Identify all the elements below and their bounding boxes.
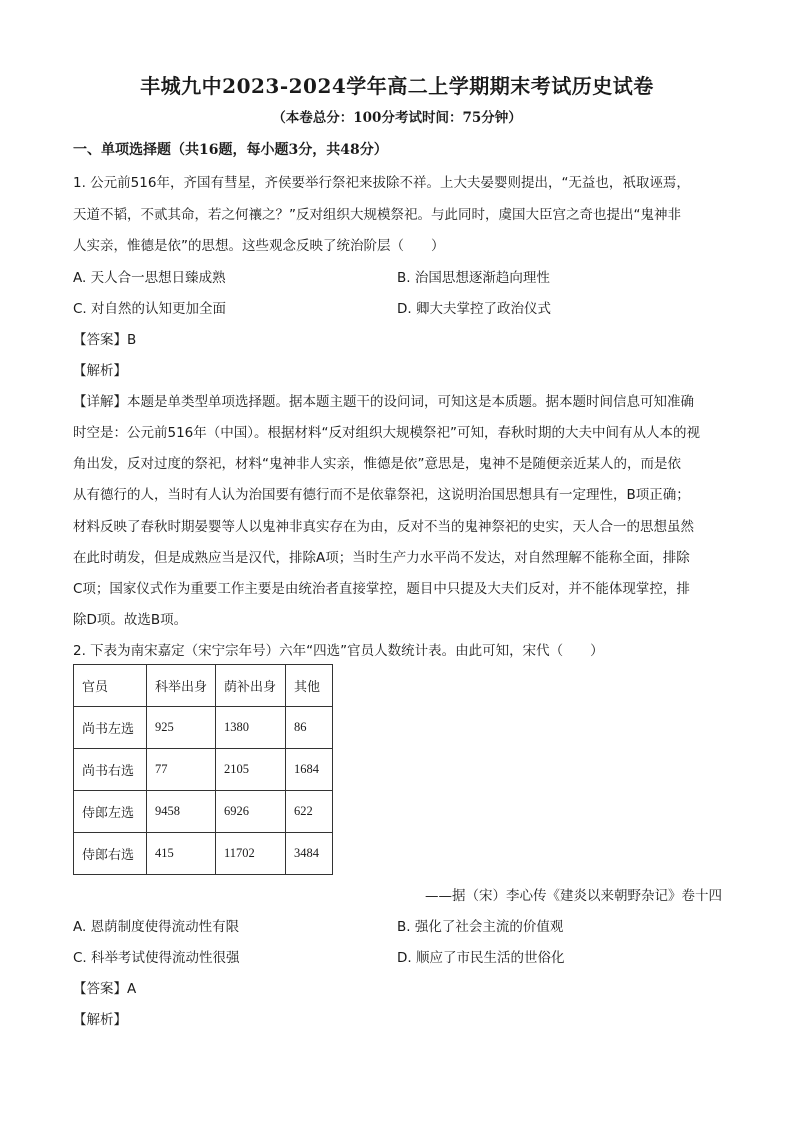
officials-table bbox=[73, 664, 333, 875]
table-cell: 尚书右选 bbox=[74, 749, 147, 791]
table-cell: 侍郎右选 bbox=[74, 833, 147, 875]
q1-detail-line-7: C项；国家仪式作为重要工作主要是由统治者直接掌控，题目中只提及大夫们反对，并不能体现掌控，排 bbox=[73, 581, 690, 597]
section-heading: 一、单项选择题（共16题，每小题3分，共48分） bbox=[73, 142, 388, 158]
q1-detail-line-5: 材料反映了春秋时期晏婴等人以鬼神非真实存在为由，反对不当的鬼神祭祀的史实，天人合一的思想虽然 bbox=[73, 519, 694, 535]
table-cell: 11702 bbox=[216, 833, 286, 875]
table-cell: 3484 bbox=[286, 833, 333, 875]
exam-title: 丰城九中2023-2024学年高二上学期期末考试历史试卷 bbox=[140, 74, 654, 98]
table-header-cell: 科举出身 bbox=[147, 665, 216, 707]
q1-analysis-label: 【解析】 bbox=[73, 363, 127, 379]
q1-detail-line-1: 【详解】本题是单类型单项选择题。据本题主题干的设问词，可知这是本质题。据本题时间信息可知准确 bbox=[73, 394, 694, 410]
table-cell: 622 bbox=[286, 791, 333, 833]
exam-subtitle: （本卷总分：100分考试时间：75分钟） bbox=[272, 110, 522, 126]
table-cell: 2105 bbox=[216, 749, 286, 791]
q1-option-b: B. 治国思想逐渐趋向理性 bbox=[397, 270, 550, 286]
q1-option-a: A. 天人合一思想日臻成熟 bbox=[73, 270, 226, 286]
table-header-cell: 其他 bbox=[286, 665, 333, 707]
q2-option-b: B. 强化了社会主流的价值观 bbox=[397, 919, 564, 935]
table-source: ——据（宋）李心传《建炎以来朝野杂记》卷十四 bbox=[425, 888, 722, 904]
q1-stem-line-3: 人实亲，惟德是依”的思想。这些观念反映了统治阶层（ ） bbox=[73, 238, 445, 254]
table-cell: 1684 bbox=[286, 749, 333, 791]
table-header-cell: 荫补出身 bbox=[216, 665, 286, 707]
q1-detail-line-3: 角出发，反对过度的祭祀，材料“鬼神非人实亲，惟德是依”意思是，鬼神不是随便亲近某人的，而是依 bbox=[73, 456, 681, 472]
q2-option-a: A. 恩荫制度使得流动性有限 bbox=[73, 919, 240, 935]
q1-stem-line-1: 1. 公元前516年，齐国有彗星，齐侯要举行祭祀来拔除不祥。上大夫晏婴则提出，“无益也，祇取诬焉， bbox=[73, 175, 690, 191]
table-cell: 86 bbox=[286, 707, 333, 749]
q2-stem: 2. 下表为南宋嘉定（宋宁宗年号）六年“四选”官员人数统计表。由此可知，宋代（ ） bbox=[73, 643, 604, 659]
table-cell: 77 bbox=[147, 749, 216, 791]
table-cell: 6926 bbox=[216, 791, 286, 833]
table-row bbox=[74, 707, 333, 749]
q1-detail-line-6: 在此时萌发，但是成熟应当是汉代，排除A项；当时生产力水平尚不发达，对自然理解不能称全面，排除 bbox=[73, 550, 690, 566]
table-row bbox=[74, 749, 333, 791]
q1-stem-line-2: 天道不韬，不贰其命，若之何禳之？”反对组织大规模祭祀。与此同时，虞国大臣宫之奇也提出“鬼神非 bbox=[73, 207, 681, 223]
table-cell: 1380 bbox=[216, 707, 286, 749]
table-cell: 9458 bbox=[147, 791, 216, 833]
table-row bbox=[74, 833, 333, 875]
q2-answer: 【答案】A bbox=[73, 981, 137, 997]
q1-option-c: C. 对自然的认知更加全面 bbox=[73, 301, 227, 317]
q2-option-d: D. 顺应了市民生活的世俗化 bbox=[397, 950, 565, 966]
table-row bbox=[74, 791, 333, 833]
q2-option-c: C. 科举考试使得流动性很强 bbox=[73, 950, 240, 966]
table-cell: 侍郎左选 bbox=[74, 791, 147, 833]
table-cell: 415 bbox=[147, 833, 216, 875]
table-header-cell: 官员 bbox=[74, 665, 147, 707]
q1-answer: 【答案】B bbox=[73, 332, 137, 348]
table-cell: 尚书左选 bbox=[74, 707, 147, 749]
table-header-row bbox=[74, 665, 333, 707]
q2-analysis-label: 【解析】 bbox=[73, 1012, 127, 1028]
q1-detail-line-2: 时空是：公元前516年（中国）。根据材料“反对组织大规模祭祀”可知，春秋时期的大夫中间有从人本的视 bbox=[73, 425, 701, 441]
q1-detail-line-4: 从有德行的人，当时有人认为治国要有德行而不是依靠祭祀，这说明治国思想具有一定理性，B项正确； bbox=[73, 487, 690, 503]
q1-option-d: D. 卿大夫掌控了政治仪式 bbox=[397, 301, 551, 317]
table-cell: 925 bbox=[147, 707, 216, 749]
q1-detail-line-8: 除D项。故选B项。 bbox=[73, 612, 188, 628]
